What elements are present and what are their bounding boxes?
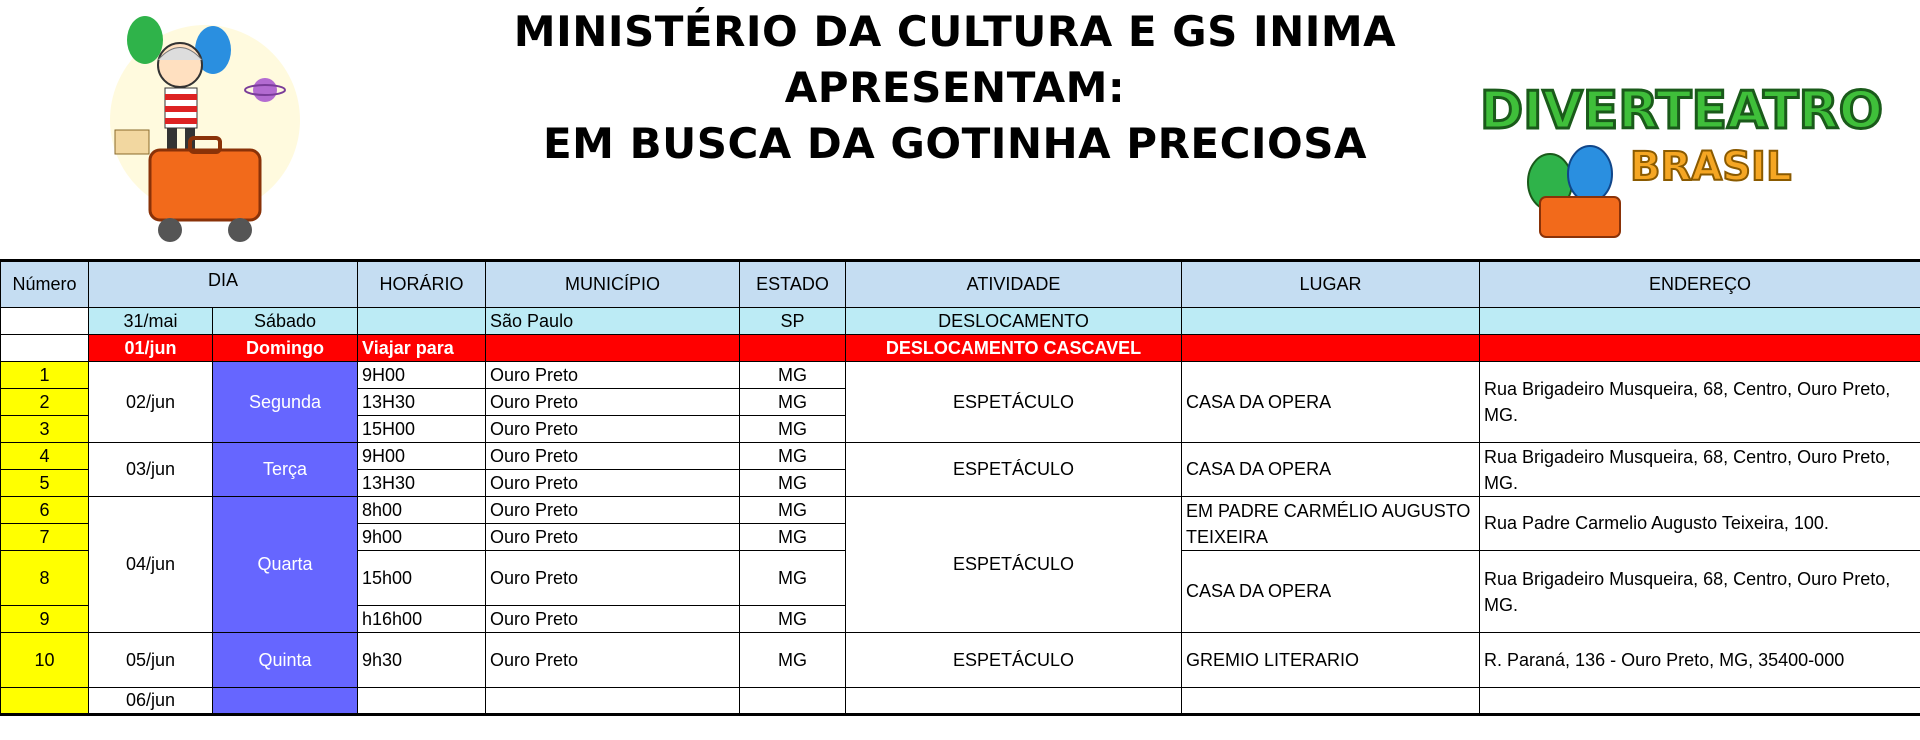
cell-state: MG bbox=[740, 443, 846, 470]
cell-state: MG bbox=[740, 524, 846, 551]
cell-activity: DESLOCAMENTO bbox=[846, 308, 1182, 335]
table-header-row bbox=[1, 261, 1920, 308]
col-header-horario: HORÁRIO bbox=[358, 261, 486, 308]
cell-number: 6 bbox=[1, 497, 89, 524]
cell-state: MG bbox=[740, 551, 846, 606]
cell-city: Ouro Preto bbox=[486, 362, 740, 389]
col-header-lugar: LUGAR bbox=[1182, 261, 1480, 308]
cell-city bbox=[486, 688, 740, 715]
cell-activity: ESPETÁCULO bbox=[846, 633, 1182, 688]
cell-state: MG bbox=[740, 606, 846, 633]
cell-number bbox=[1, 688, 89, 715]
cell-time: 15H00 bbox=[358, 416, 486, 443]
cell-address bbox=[1480, 308, 1920, 335]
cell-date: 06/jun bbox=[89, 688, 213, 715]
cell-number: 10 bbox=[1, 633, 89, 688]
cell-city: Ouro Preto bbox=[486, 389, 740, 416]
cell-date: 04/jun bbox=[89, 497, 213, 633]
cell-city: Ouro Preto bbox=[486, 524, 740, 551]
cell-date: 02/jun bbox=[89, 362, 213, 443]
cell-address bbox=[1480, 335, 1920, 362]
col-header-dia: DIA bbox=[89, 261, 358, 308]
cell-time: 9H00 bbox=[358, 443, 486, 470]
cell-date: 05/jun bbox=[89, 633, 213, 688]
cell-number: 4 bbox=[1, 443, 89, 470]
cell-state: MG bbox=[740, 633, 846, 688]
cell-number bbox=[1, 308, 89, 335]
table-row bbox=[1, 443, 1920, 470]
cell-city: Ouro Preto bbox=[486, 416, 740, 443]
cell-time: 9h00 bbox=[358, 524, 486, 551]
cell-weekday: Domingo bbox=[213, 335, 358, 362]
diverteatro-brasil-logo bbox=[1470, 62, 1890, 242]
cell-activity bbox=[846, 688, 1182, 715]
cell-activity: ESPETÁCULO bbox=[846, 362, 1182, 443]
cell-time: h16h00 bbox=[358, 606, 486, 633]
cell-date: 31/mai bbox=[89, 308, 213, 335]
cell-activity: ESPETÁCULO bbox=[846, 497, 1182, 633]
schedule-table bbox=[0, 259, 1920, 716]
cell-weekday: Sábado bbox=[213, 308, 358, 335]
cell-state bbox=[740, 688, 846, 715]
cell-number bbox=[1, 335, 89, 362]
cell-state: MG bbox=[740, 362, 846, 389]
cell-place: EM PADRE CARMÉLIO AUGUSTO TEIXEIRA bbox=[1182, 497, 1480, 551]
cell-state: SP bbox=[740, 308, 846, 335]
table-row bbox=[1, 362, 1920, 389]
col-header-atividade: ATIVIDADE bbox=[846, 261, 1182, 308]
cell-time: 15h00 bbox=[358, 551, 486, 606]
cell-address: Rua Brigadeiro Musqueira, 68, Centro, Ouro Preto, MG. bbox=[1480, 443, 1920, 497]
title-line-2: APRESENTAM: bbox=[784, 63, 1126, 112]
cell-city: Ouro Preto bbox=[486, 470, 740, 497]
cell-date: 03/jun bbox=[89, 443, 213, 497]
cell-city: Ouro Preto bbox=[486, 606, 740, 633]
cell-place: CASA DA OPERA bbox=[1182, 443, 1480, 497]
title-line-1: MINISTÉRIO DA CULTURA E GS INIMA bbox=[513, 7, 1397, 56]
cell-time: 13H30 bbox=[358, 470, 486, 497]
logo-text-diverteatro: DIVERTEATRO bbox=[1480, 81, 1883, 141]
cell-time bbox=[358, 308, 486, 335]
page-title bbox=[430, 4, 1480, 172]
cell-place bbox=[1182, 335, 1480, 362]
cell-state: MG bbox=[740, 470, 846, 497]
cell-time: 13H30 bbox=[358, 389, 486, 416]
cell-state: MG bbox=[740, 416, 846, 443]
cell-time: 9H00 bbox=[358, 362, 486, 389]
cell-number: 7 bbox=[1, 524, 89, 551]
cell-number: 3 bbox=[1, 416, 89, 443]
col-header-municipio: MUNICÍPIO bbox=[486, 261, 740, 308]
cell-weekday: Quarta bbox=[213, 497, 358, 633]
cell-weekday bbox=[213, 688, 358, 715]
cell-number: 9 bbox=[1, 606, 89, 633]
col-header-estado: ESTADO bbox=[740, 261, 846, 308]
cell-state: MG bbox=[740, 389, 846, 416]
cell-city: Ouro Preto bbox=[486, 633, 740, 688]
table-row bbox=[1, 633, 1920, 688]
table-row-travel bbox=[1, 335, 1920, 362]
cell-time bbox=[358, 688, 486, 715]
cell-address: Rua Brigadeiro Musqueira, 68, Centro, Ouro Preto, MG. bbox=[1480, 551, 1920, 633]
cell-number: 8 bbox=[1, 551, 89, 606]
cell-date: 01/jun bbox=[89, 335, 213, 362]
cell-place bbox=[1182, 688, 1480, 715]
cell-time: Viajar para bbox=[358, 335, 486, 362]
theater-character-illustration bbox=[95, 10, 315, 250]
table-row bbox=[1, 308, 1920, 335]
cell-place: CASA DA OPERA bbox=[1182, 362, 1480, 443]
cell-city: Ouro Preto bbox=[486, 551, 740, 606]
cell-place: GREMIO LITERARIO bbox=[1182, 633, 1480, 688]
cell-city: Ouro Preto bbox=[486, 497, 740, 524]
cell-activity: ESPETÁCULO bbox=[846, 443, 1182, 497]
cell-address bbox=[1480, 688, 1920, 715]
cell-city: São Paulo bbox=[486, 308, 740, 335]
cell-state bbox=[740, 335, 846, 362]
cell-number: 2 bbox=[1, 389, 89, 416]
cell-number: 5 bbox=[1, 470, 89, 497]
cell-activity: DESLOCAMENTO CASCAVEL bbox=[846, 335, 1182, 362]
cell-time: 8h00 bbox=[358, 497, 486, 524]
table-row bbox=[1, 688, 1920, 715]
cell-weekday: Segunda bbox=[213, 362, 358, 443]
cell-address: Rua Brigadeiro Musqueira, 68, Centro, Ouro Preto, MG. bbox=[1480, 362, 1920, 443]
cell-state: MG bbox=[740, 497, 846, 524]
cell-city: Ouro Preto bbox=[486, 443, 740, 470]
col-header-endereco: ENDEREÇO bbox=[1480, 261, 1920, 308]
col-header-numero: Número bbox=[1, 261, 89, 308]
cell-city bbox=[486, 335, 740, 362]
cell-address: Rua Padre Carmelio Augusto Teixeira, 100. bbox=[1480, 497, 1920, 551]
cell-number: 1 bbox=[1, 362, 89, 389]
table-row bbox=[1, 497, 1920, 524]
cell-place bbox=[1182, 308, 1480, 335]
cell-time: 9h30 bbox=[358, 633, 486, 688]
title-line-3: EM BUSCA DA GOTINHA PRECIOSA bbox=[542, 119, 1368, 168]
cell-place: CASA DA OPERA bbox=[1182, 551, 1480, 633]
cell-address: R. Paraná, 136 - Ouro Preto, MG, 35400-000 bbox=[1480, 633, 1920, 688]
logo-text-brasil: BRASIL bbox=[1630, 144, 1792, 190]
cell-weekday: Terça bbox=[213, 443, 358, 497]
cell-weekday: Quinta bbox=[213, 633, 358, 688]
